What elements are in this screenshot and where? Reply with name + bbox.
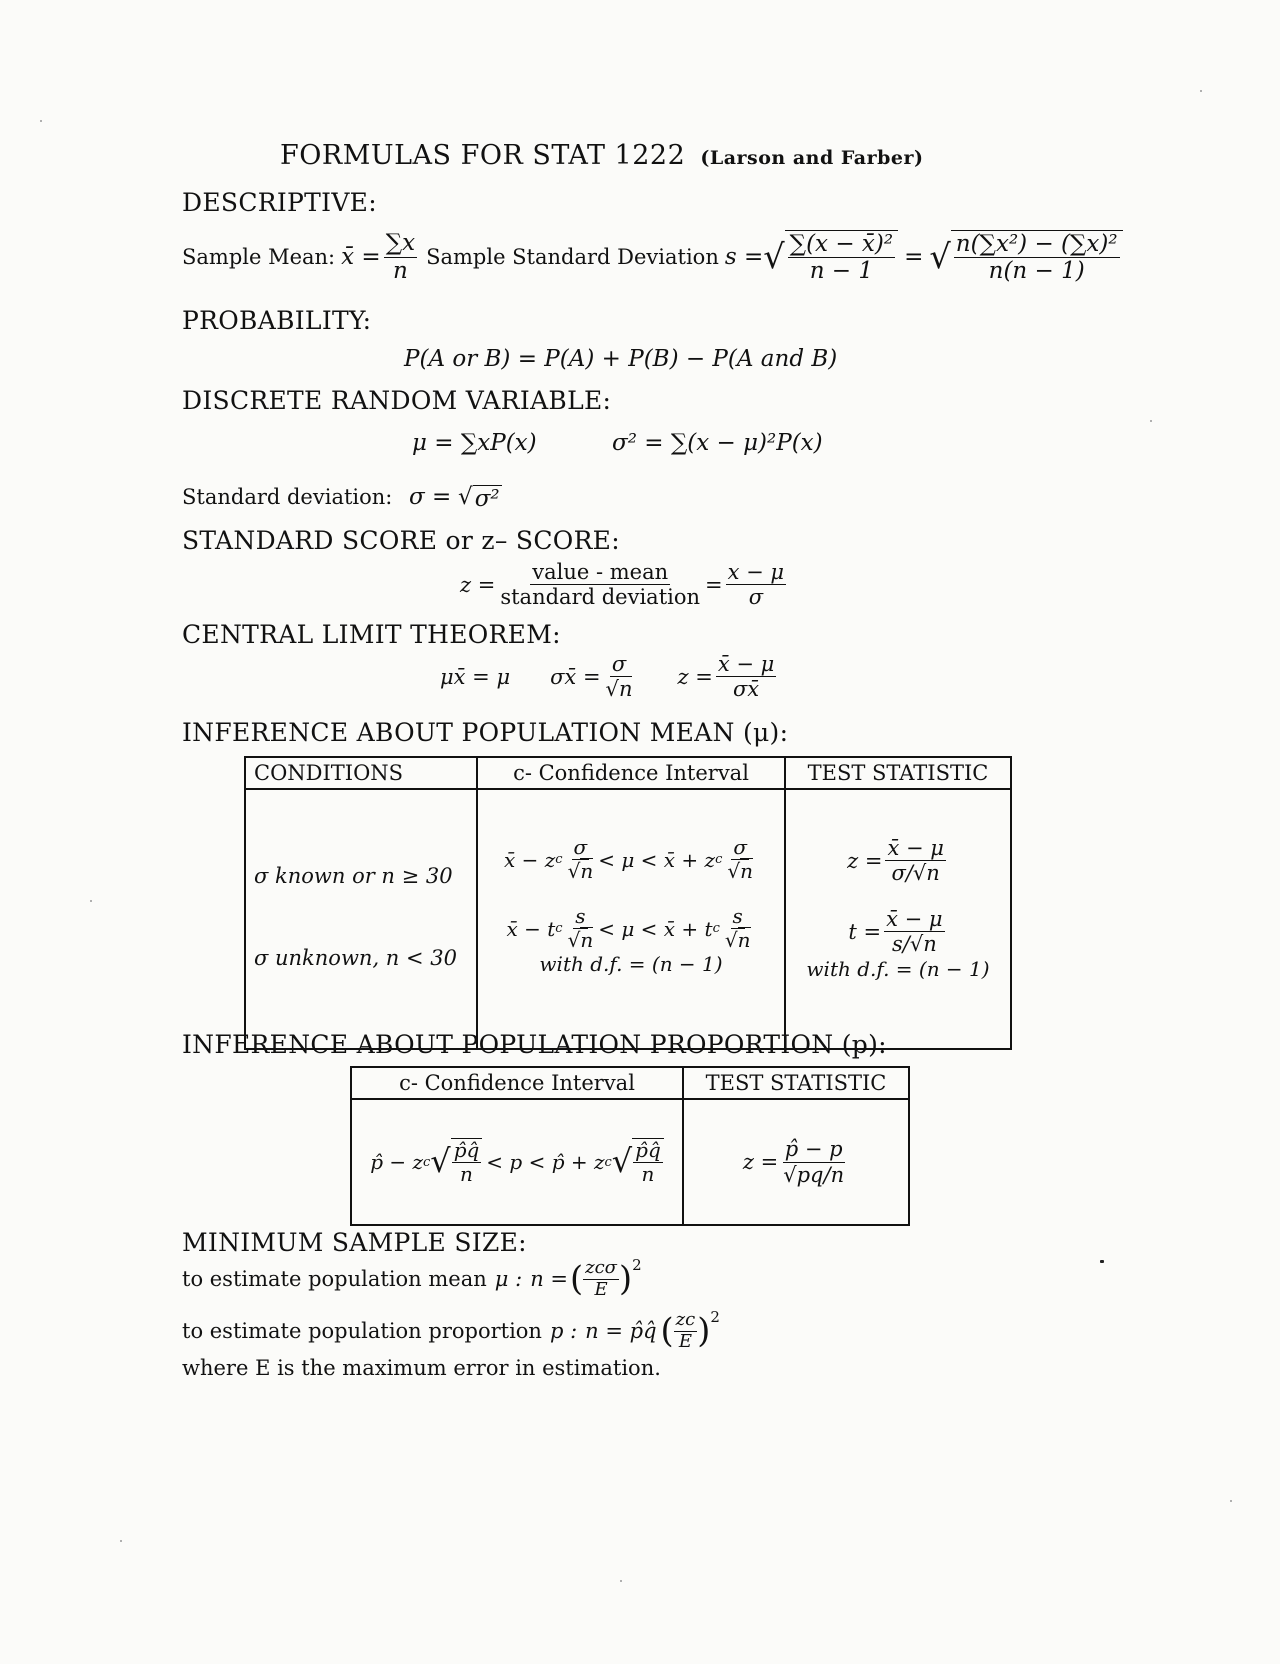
stat-z-numerator: x̄ − μ (887, 836, 944, 860)
sub-c: c (712, 921, 720, 936)
sample-size-mean-row (182, 1258, 642, 1300)
sd-numerator-2: n(∑x²) − (∑x)² (955, 230, 1118, 257)
right-paren-icon: ) (618, 1258, 633, 1298)
sample-size-prop-lhs: n = p̂q̂ (585, 1319, 657, 1344)
ci-t-df-note: with d.f. = (n − 1) (539, 952, 723, 976)
header-proportion-ci: c- Confidence Interval (351, 1067, 683, 1099)
page-title (280, 140, 923, 171)
zscore-equals: = (705, 572, 723, 597)
zscore-fraction-1 (498, 560, 702, 609)
prop-ci-left: p̂ − z (370, 1150, 424, 1174)
sqrt-icon: √ (567, 928, 581, 952)
addition-rule-formula: P(A or B) = P(A) + P(B) − P(A and B) (404, 346, 838, 372)
stat-t-formula (794, 907, 1002, 956)
clt-se-fraction (604, 652, 635, 701)
ci-z-num-right: σ (733, 835, 747, 859)
sd-denominator-2: n(n − 1) (988, 258, 1085, 284)
ci-z-middle: < μ < x̄ + z (598, 847, 716, 872)
sd-fraction-1 (788, 231, 895, 285)
clt-z-numerator: x̄ − μ (717, 652, 775, 676)
prop-ci-fraction-left (452, 1139, 482, 1186)
table-row (245, 789, 1011, 1049)
prop-ci-middle: < p < p̂ + z (486, 1150, 605, 1174)
sd-radical-1 (785, 230, 898, 285)
sample-size-mean-numerator: zcσ (585, 1257, 617, 1278)
sample-size-prop-numerator: zc (675, 1309, 696, 1330)
stat-t-fraction (884, 907, 944, 956)
ci-t-den-right: n (737, 928, 751, 952)
zscore-numerator-2: x − μ (727, 560, 785, 584)
scan-speck (1150, 420, 1152, 422)
sd-radical-2 (951, 230, 1123, 285)
stat-z-lhs: z = (847, 848, 883, 873)
scan-speck (120, 1540, 122, 1542)
descriptive-formulas (182, 226, 1123, 288)
sqrt-icon: √ (727, 859, 741, 883)
ci-t-fraction-right (723, 905, 753, 952)
stat-z-formula (794, 836, 1002, 885)
sd-fraction-2 (954, 231, 1120, 285)
sub-c: c (555, 852, 563, 867)
mean-inference-heading: INFERENCE ABOUT POPULATION MEAN (μ): (182, 718, 789, 747)
header-confidence-interval: c- Confidence Interval (477, 757, 785, 789)
conditions-cell (245, 789, 477, 1049)
clt-heading: CENTRAL LIMIT THEOREM: (182, 620, 561, 649)
discrete-sd-radicand: σ² (474, 486, 500, 512)
stat-t-denominator: s/√n (891, 932, 937, 957)
ci-z-fraction-right (725, 836, 755, 883)
sqrt-icon: √ (605, 677, 619, 702)
sub-c: c (715, 852, 723, 867)
stat-z-denominator: σ/√n (891, 861, 940, 886)
ci-z-den-left: n (580, 859, 594, 883)
sample-size-mean-denominator: E (594, 1278, 608, 1300)
sample-mean-denominator: n (392, 257, 408, 284)
clt-z-denominator: σx̄ (732, 677, 760, 702)
sd-denominator-1: n − 1 (809, 258, 874, 284)
sub-c: c (423, 1154, 431, 1170)
stat-z-fraction (885, 836, 945, 885)
ci-t-num-right: s (732, 904, 743, 928)
discrete-sd-label: Standard deviation: (182, 485, 393, 509)
scan-speck (40, 120, 42, 122)
prop-ci-radical-right (632, 1138, 664, 1186)
title-subtitle: (Larson and Farber) (700, 147, 924, 169)
prop-ci-den-left: n (460, 1162, 473, 1186)
ci-t-den-left: n (580, 928, 594, 952)
zscore-denominator-1: standard deviation (500, 585, 701, 610)
clt-z-fraction (716, 652, 776, 701)
squared-exponent: 2 (710, 1308, 720, 1326)
zscore-formula (460, 560, 789, 609)
proportion-ci-cell (351, 1099, 683, 1225)
clt-se-denominator: n (618, 677, 633, 702)
sample-size-prop-var: p : (549, 1319, 578, 1344)
sample-size-proportion-row (182, 1310, 720, 1352)
proportion-ci-formula (356, 1138, 678, 1186)
sqrt-icon: √ (567, 859, 581, 883)
sample-mean-label: Sample Mean: (182, 245, 336, 269)
ci-z-left: x̄ − z (503, 847, 556, 872)
sample-size-prop-fraction (674, 1310, 698, 1352)
sample-size-prop-denominator: E (678, 1330, 692, 1352)
sample-size-mean-fraction (583, 1258, 619, 1300)
discrete-sd-row (182, 484, 502, 512)
mean-inference-table (244, 756, 1012, 1050)
prop-stat-numerator: p̂ − p (784, 1137, 843, 1162)
ci-z-den-right: n (740, 859, 753, 883)
ci-t-left: x̄ − t (506, 916, 556, 941)
table-row (351, 1099, 909, 1225)
scan-speck (1230, 1500, 1232, 1502)
clt-se-numerator: σ (611, 652, 627, 676)
scan-speck (90, 900, 92, 902)
sample-size-mean-text: to estimate population mean (182, 1267, 487, 1292)
sqrt-icon: √ (611, 1142, 633, 1181)
discrete-heading: DISCRETE RANDOM VARIABLE: (182, 386, 612, 415)
discrete-variance-formula: σ² = ∑(x − μ)²P(x) (612, 430, 823, 456)
stat-t-numerator: x̄ − μ (886, 907, 943, 932)
clt-z-lhs: z = (677, 664, 713, 689)
header-conditions: CONDITIONS (245, 757, 477, 789)
sample-size-mean-lhs: n = (530, 1267, 568, 1292)
sample-mean-numerator: ∑x (385, 230, 416, 257)
sqrt-icon: √ (763, 236, 785, 276)
sd-numerator-1: ∑(x − x̄)² (789, 230, 894, 257)
sample-size-mean-var: μ : (494, 1267, 523, 1292)
title-main: FORMULAS FOR STAT 1222 (280, 140, 686, 171)
squared-exponent: 2 (632, 1256, 642, 1274)
sample-size-prop-text: to estimate population proportion (182, 1319, 542, 1344)
table-header-row (245, 757, 1011, 789)
prop-ci-num-left: p̂q̂ (453, 1138, 480, 1162)
sample-mean-lhs: x̄ = (341, 244, 381, 270)
left-paren-icon: ( (569, 1258, 584, 1298)
ci-t-num-left: s (575, 904, 586, 928)
sample-size-heading: MINIMUM SAMPLE SIZE: (182, 1228, 527, 1257)
sqrt-icon: √ (458, 484, 473, 510)
zscore-heading: STANDARD SCORE or z– SCORE: (182, 526, 620, 555)
sd-equals: = (904, 244, 924, 270)
ci-z-interval (484, 836, 778, 883)
sub-c: c (555, 921, 563, 936)
prop-stat-lhs: z = (742, 1150, 779, 1174)
proportion-stat-formula (692, 1137, 900, 1186)
sample-sd-label: Sample Standard Deviation (426, 245, 719, 269)
proportion-inference-table (350, 1066, 910, 1226)
condition-known-sigma: σ known or n ≥ 30 (254, 864, 453, 888)
sub-c: c (604, 1154, 612, 1170)
stat-t-lhs: t = (848, 919, 882, 944)
stat-t-df-note: with d.f. = (n − 1) (806, 956, 990, 981)
sample-size-note: where E is the maximum error in estimation. (182, 1356, 661, 1380)
scan-speck (620, 1580, 622, 1582)
scan-speck (1200, 90, 1202, 92)
descriptive-heading: DESCRIPTIVE: (182, 188, 377, 217)
prop-ci-num-right: p̂q̂ (635, 1138, 661, 1162)
scan-speck (1100, 1260, 1104, 1263)
discrete-sd-lhs: σ = (409, 484, 452, 510)
zscore-fraction-2 (726, 560, 786, 609)
sqrt-icon: √ (783, 1162, 797, 1187)
sqrt-icon: √ (929, 236, 951, 276)
clt-mean-formula: μx̄ = μ (440, 664, 511, 689)
zscore-denominator-2: σ (748, 585, 764, 610)
sqrt-icon: √ (724, 928, 738, 952)
proportion-stat-cell (683, 1099, 909, 1225)
proportion-inference-heading: INFERENCE ABOUT POPULATION PROPORTION (p): (182, 1030, 887, 1059)
zscore-lhs: z = (460, 572, 496, 597)
condition-unknown-sigma: σ unknown, n < 30 (254, 946, 457, 970)
zscore-numerator-1: value - mean (532, 560, 669, 584)
ci-t-fraction-left (566, 905, 596, 952)
sqrt-icon: √ (430, 1142, 451, 1181)
header-test-statistic: TEST STATISTIC (785, 757, 1011, 789)
right-paren-icon: ) (697, 1310, 711, 1350)
prop-ci-fraction-right (633, 1139, 663, 1186)
sample-mean-fraction (384, 230, 417, 284)
ci-z-fraction-left (566, 836, 596, 883)
clt-formulas (440, 652, 779, 701)
prop-stat-denominator: pq/n (796, 1162, 845, 1187)
table-header-row (351, 1067, 909, 1099)
ci-z-num-left: σ (573, 835, 588, 859)
test-statistic-cell (785, 789, 1011, 1049)
confidence-interval-cell (477, 789, 785, 1049)
prop-stat-fraction (781, 1137, 846, 1186)
clt-se-lhs: σx̄ = (550, 664, 601, 689)
prop-ci-radical-left (451, 1138, 483, 1186)
prop-ci-den-right: n (641, 1162, 655, 1186)
probability-heading: PROBABILITY: (182, 306, 372, 335)
discrete-mean-formula: μ = ∑xP(x) (412, 430, 537, 456)
ci-t-middle: < μ < x̄ + t (598, 916, 713, 941)
header-proportion-stat: TEST STATISTIC (683, 1067, 909, 1099)
ci-t-interval (484, 905, 778, 952)
sample-sd-lhs: s = (724, 244, 764, 270)
left-paren-icon: ( (660, 1310, 674, 1350)
